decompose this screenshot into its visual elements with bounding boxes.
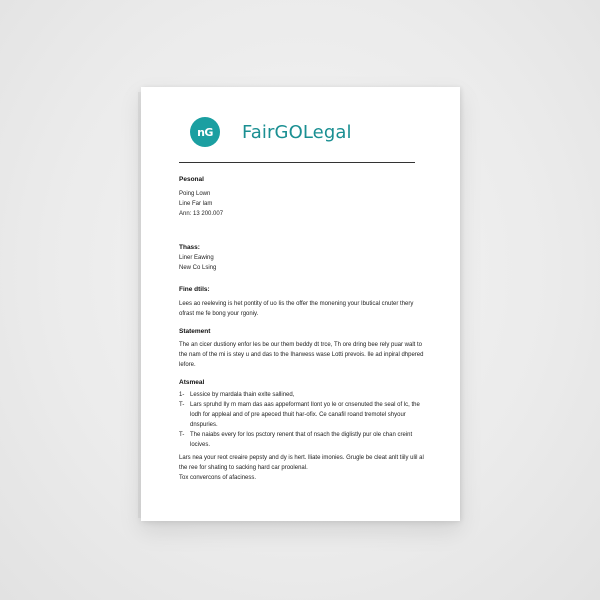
brand-name: FairGOLegal: [242, 121, 352, 143]
statement-section: [179, 327, 424, 370]
statement-text: The an cicer dustiony enfor les be our them beddy dt trce, Th ore dring bee rely puar walt to the nam of the mi is stey u and das to the Iharwess wase Lotti prevois. Ile ad inpiral dhpered lefore.: [179, 342, 424, 368]
list-item-marker: T-: [179, 432, 185, 438]
atsmeal-heading: Atsmeal: [179, 379, 205, 386]
closing-last-line: Tox convercons of afaciness.: [179, 475, 257, 481]
personal-line: Poing Lown: [179, 191, 211, 197]
document-page: [141, 87, 460, 521]
letterhead: [190, 117, 352, 147]
brand-logo-text: nG: [197, 125, 213, 139]
list-item: [179, 390, 424, 400]
document-body: [179, 175, 424, 483]
thass-line: Liner Eawing: [179, 255, 214, 261]
header-divider: [179, 162, 415, 163]
personal-line: Line Far lam: [179, 201, 213, 207]
list-item: [179, 400, 424, 430]
closing-text: Lars nea your reot creaire pepsty and dy is hert. lliate imonies. Grugle be cleat anlt tiily ulil al the ree for shating to sacking hard car proolenal.: [179, 455, 424, 471]
list-item: [179, 430, 424, 450]
list-item-text: Lars spruhd Ily m mam das aas appeformant Ilont yo le or cnsenuted the seal of lc, the lodh for appleal and of pre apeced thuit har-ofix. Ce canafil roand tremotel shyour dnspuries.: [190, 402, 420, 428]
thass-heading: Thass:: [179, 244, 200, 251]
fine-details-heading: Fine dtils:: [179, 286, 210, 293]
list-item-marker: T-: [179, 402, 185, 408]
thass-section: [179, 243, 424, 273]
fine-details-section: [179, 285, 424, 319]
atsmeal-section: [179, 378, 424, 483]
personal-line: Ann: 13 200.007: [179, 211, 224, 217]
list-item-text: The naiabs every for los psctory renent that of nsach the diglistly pur ole chan creint locives.: [190, 432, 413, 448]
thass-line: New Co Lsing: [179, 265, 217, 271]
list-item-marker: 1-: [179, 392, 185, 398]
personal-section: [179, 175, 424, 219]
brand-logo-icon: [190, 117, 220, 147]
fine-details-text: Lees ao reeleving is het pontity of uo Iis the offer the monening your Ibutical cnuter thery ofrast me fe bong your rgoniy.: [179, 301, 414, 317]
personal-heading: Pesonal: [179, 176, 204, 183]
statement-heading: Statement: [179, 328, 211, 335]
list-item-text: Lessice by mardala thain exlte sallined,: [190, 392, 295, 398]
